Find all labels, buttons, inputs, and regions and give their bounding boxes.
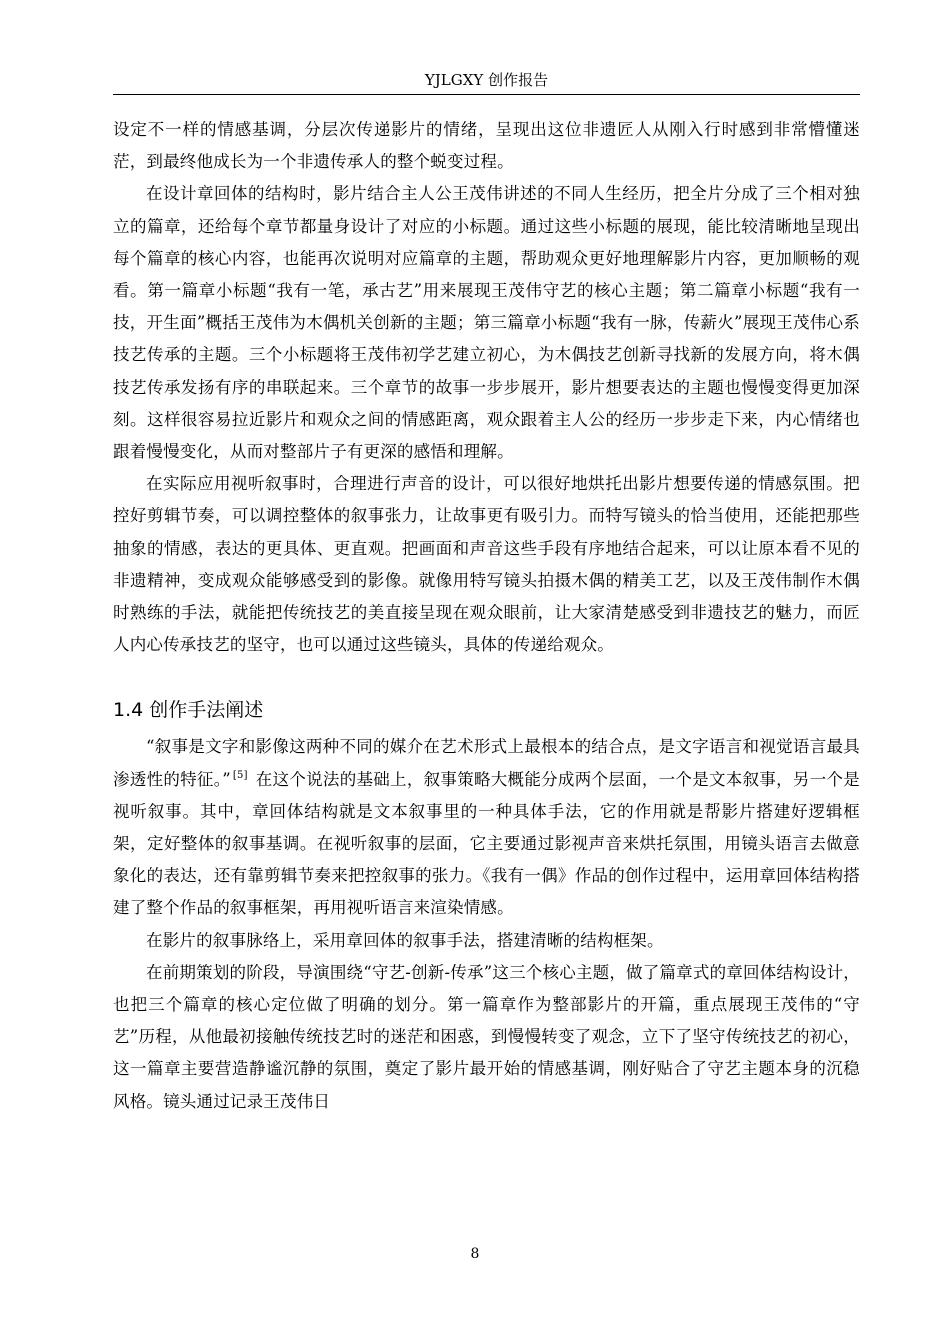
- quote-paragraph: [113, 731, 860, 924]
- quote-continuation: 在这个说法的基础上，叙事策略大概能分成两个层面，一个是文本叙事，另一个是视听叙事。其中，章回体结构就是文本叙事里的一种具体手法，它的作用就是帮影片搭建好逻辑框架，定好整体的叙事基调。在视听叙事的层面，它主要通过影视声音来烘托氛围，用镜头语言去做意象化的表达，还有靠剪辑节奏来把控叙事的张力。《我有一偶》作品的创作过程中，运用章回体结构搭建了整个作品的叙事框架，再用视听语言来渲染情感。: [113, 769, 860, 918]
- document-body: [113, 114, 860, 1118]
- page-number: 8: [470, 1246, 480, 1262]
- body-paragraph: 在影片的叙事脉络上，采用章回体的叙事手法，搭建清晰的结构框架。: [146, 930, 664, 950]
- quote-text: “叙事是文字和影像这两种不同的媒介在艺术形式上最根本的结合点，是文字语言和视觉语言最具渗透性的特征。”: [113, 737, 860, 789]
- header-rule: [113, 94, 860, 95]
- body-paragraph: 在前期策划的阶段，导演围绕“守艺-创新-传承”这三个核心主题，做了篇章式的章回体结构设计，也把三个篇章的核心定位做了明确的划分。第一篇章作为整部影片的开篇，重点展现王茂伟的“守艺”历程，从他最初接触传统技艺时的迷茫和困惑，到慢慢转变了观念，立下了坚守传统技艺的初心，这一篇章主要营造静谧沉静的氛围，奠定了影片最开始的情感基调，刚好贴合了守艺主题本身的沉稳风格。镜头通过记录王茂伟日: [113, 962, 860, 1111]
- section-heading: 1.4 创作手法阐述: [113, 699, 264, 722]
- running-header: YJLGXY 创作报告: [424, 71, 549, 89]
- citation-reference: [5]: [232, 770, 248, 782]
- body-paragraph: 在实际应用视听叙事时，合理进行声音的设计，可以很好地烘托出影片想要传递的情感氛围。把控好剪辑节奏，可以调控整体的叙事张力，让故事更有吸引力。而特写镜头的恰当使用，还能把那些抽象的情感，表达的更具体、更直观。把画面和声音这些手段有序地结合起来，可以让原本看不见的非遗精神，变成观众能够感受到的影像。就像用特写镜头拍摄木偶的精美工艺，以及王茂伟制作木偶时熟练的手法，就能把传统技艺的美直接呈现在观众眼前，让大家清楚感受到非遗技艺的魅力，而匠人内心传承技艺的坚守，也可以通过这些镜头，具体的传递给观众。: [113, 474, 860, 655]
- body-paragraph: 设定不一样的情感基调，分层次传递影片的情绪，呈现出这位非遗匠人从刚入行时感到非常懵懂迷茫，到最终他成长为一个非遗传承人的整个蜕变过程。: [113, 120, 860, 172]
- body-paragraph: 在设计章回体的结构时，影片结合主人公王茂伟讲述的不同人生经历，把全片分成了三个相对独立的篇章，还给每个章节都量身设计了对应的小标题。通过这些小标题的展现，能比较清晰地呈现出每个篇章的核心内容，也能再次说明对应篇章的主题，帮助观众更好地理解影片内容，更加顺畅的观看。第一篇章小标题“我有一笔，承古艺”用来展现王茂伟守艺的核心主题；第二篇章小标题“我有一技，开生面”概括王茂伟为木偶机关创新的主题；第三篇章小标题“我有一脉，传薪火”展现王茂伟心系技艺传承的主题。三个小标题将王茂伟初学艺建立初心，为木偶技艺创新寻找新的发展方向，将木偶技艺传承发扬有序的串联起来。三个章节的故事一步步展开，影片想要表达的主题也慢慢变得更加深刻。这样很容易拉近影片和观众之间的情感距离，观众跟着主人公的经历一步步走下来，内心情绪也跟着慢慢变化，从而对整部片子有更深的感悟和理解。: [113, 184, 860, 462]
